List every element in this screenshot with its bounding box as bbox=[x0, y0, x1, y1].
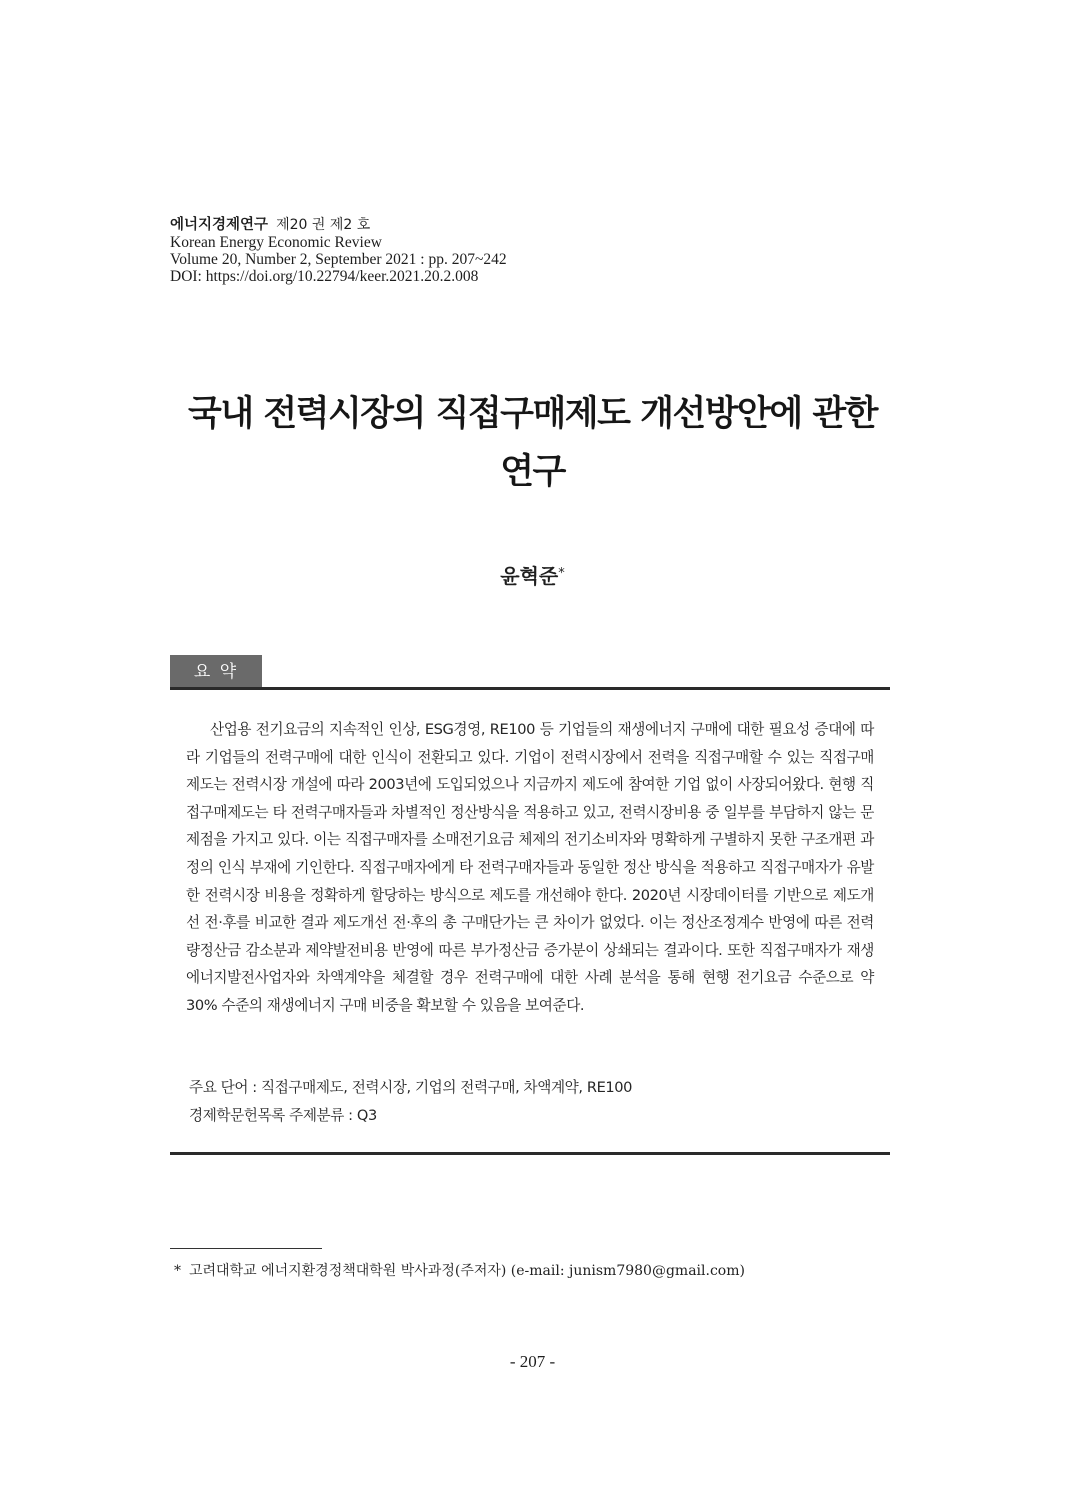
journal-name-en: Korean Energy Economic Review bbox=[170, 234, 382, 251]
article-title-line-2: 연구 bbox=[500, 452, 565, 492]
journal-volume-kr: 제20 권 제2 호 bbox=[276, 217, 371, 233]
author-footnote-mark: * bbox=[558, 566, 565, 581]
jel-classification: 경제학문헌목록 주제분류 : Q3 bbox=[189, 1107, 377, 1124]
footnote-rule bbox=[170, 1248, 322, 1249]
abstract-top-rule bbox=[170, 687, 890, 690]
abstract-label: 요 약 bbox=[170, 655, 262, 689]
journal-title-line bbox=[170, 216, 770, 234]
journal-volume-en: Volume 20, Number 2, September 2021 : pp. 207~242 bbox=[170, 251, 507, 268]
article-title-line-1: 국내 전력시장의 직접구매제도 개선방안에 관한 bbox=[188, 394, 877, 434]
author-footnote bbox=[174, 1259, 894, 1283]
footnote-mark: * bbox=[174, 1263, 181, 1279]
article-title bbox=[120, 385, 945, 501]
keywords: 주요 단어 : 직접구매제도, 전력시장, 기업의 전력구매, 차액계약, RE100 bbox=[189, 1079, 633, 1096]
abstract-bottom-rule bbox=[170, 1152, 890, 1155]
journal-name-kr: 에너지경제연구 bbox=[170, 217, 269, 233]
journal-header bbox=[170, 216, 770, 285]
page-number: - 207 - bbox=[509, 1352, 556, 1371]
journal-doi: DOI: https://doi.org/10.22794/keer.2021.20.2.008 bbox=[170, 268, 479, 285]
footnote-text: 고려대학교 에너지환경정책대학원 박사과정(주저자) (e-mail: junism7980@gmail.com) bbox=[189, 1263, 745, 1279]
keywords-block bbox=[189, 1074, 879, 1130]
author-name: 윤혁준 bbox=[500, 564, 559, 588]
abstract-body: 산업용 전기요금의 지속적인 인상, ESG경영, RE100 등 기업들의 재생에너지 구매에 대한 필요성 증대에 따라 기업들의 전력구매에 대한 인식이 전환되고 있다. 기업이 전력시장에서 전력을 직접구매할 수 있는 직접구매제도는 전력시장 개설에 따라 2003년에 도입되었으나 지금까지 제도에 참여한 기업 없이 사장되어왔다. 현행 직접구매제도는 타 전력구매자들과 차별적인 정산방식을 적용하고 있고, 전력시장비용 중 일부를 부담하지 않는 문제점을 가지고 있다. 이는 직접구매자를 소매전기요금 체제의 전기소비자와 명확하게 구별하지 못한 구조개편 과정의 인식 부재에 기인한다. 직접구매자에게 타 전력구매자들과 동일한 정산 방식을 적용하고 직접구매자가 유발한 전력시장 비용을 정확하게 할당하는 방식으로 제도를 개선해야 한다. 2020년 시장데이터를 기반으로 제도개선 전·후를 비교한 결과 제도개선 전·후의 총 구매단가는 큰 차이가 없었다. 이는 정산조정계수 반영에 따른 전력량정산금 감소분과 제약발전비용 반영에 따른 부가정산금 증가분이 상쇄되는 결과이다. 또한 직접구매자가 재생에너지발전사업자와 차액계약을 체결할 경우 전력구매에 대한 사례 분석을 통해 현행 전기요금 수준으로 약 30% 수준의 재생에너지 구매 비중을 확보할 수 있음을 보여준다. bbox=[186, 721, 874, 1014]
author-line bbox=[120, 560, 945, 590]
